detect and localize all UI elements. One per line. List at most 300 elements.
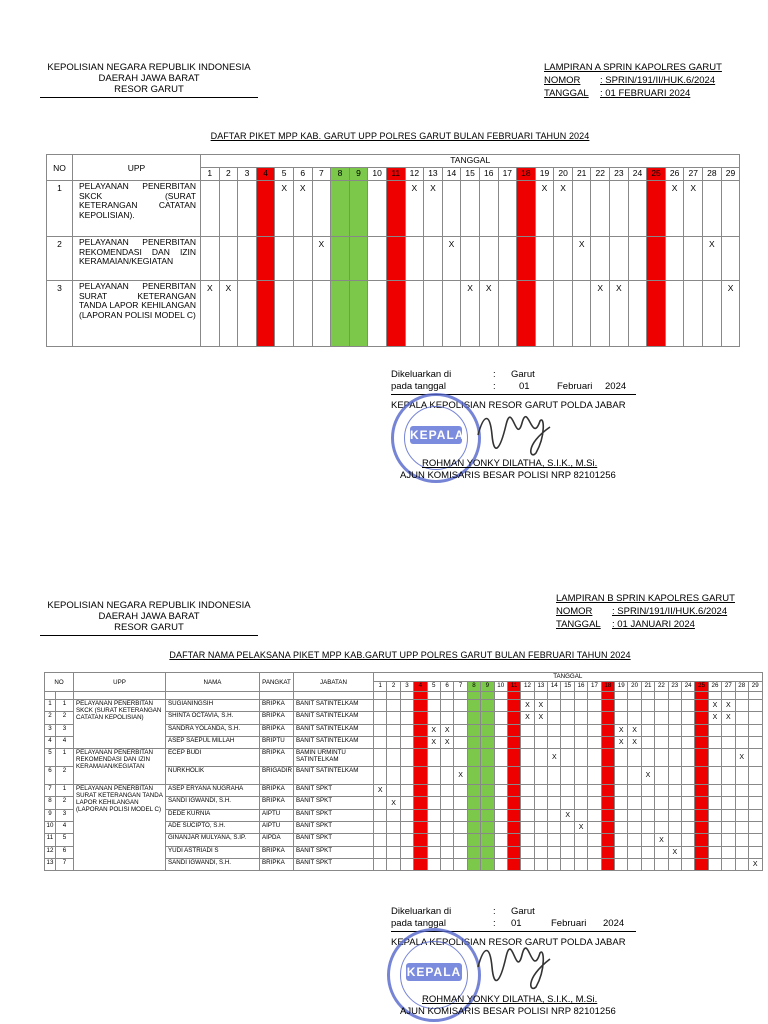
day-cell [615, 797, 628, 809]
day-cell [219, 181, 238, 237]
day-cell [374, 858, 387, 870]
handwritten-signature [470, 935, 560, 995]
day-header: 2 [387, 682, 400, 692]
spacer-cell [45, 692, 56, 700]
header-underline [40, 97, 258, 98]
spacer-cell [481, 692, 494, 700]
day-header: 26 [708, 682, 721, 692]
spacer-cell [294, 692, 374, 700]
day-cell [615, 767, 628, 785]
day-cell: X [293, 181, 312, 237]
day-cell: X [521, 712, 534, 724]
day-cell [628, 785, 641, 797]
day-header: 14 [442, 168, 461, 181]
day-cell: X [572, 237, 591, 281]
col-jabatan-header: JABATAN [294, 673, 374, 692]
day-cell [561, 846, 574, 858]
day-cell [498, 237, 517, 281]
row-no: 13 [45, 858, 56, 870]
row-no: 3 [45, 724, 56, 736]
day-cell [554, 237, 573, 281]
day-cell [641, 724, 654, 736]
day-header: 14 [548, 682, 561, 692]
spacer-cell [668, 692, 681, 700]
day-cell: X [405, 181, 424, 237]
day-cell [498, 281, 517, 347]
day-cell [534, 767, 547, 785]
day-cell [427, 767, 440, 785]
day-cell [442, 281, 461, 347]
header-underline [40, 635, 258, 636]
day-cell [387, 767, 400, 785]
day-cell [721, 237, 740, 281]
day-cell [454, 700, 467, 712]
signer-name: ROHMAN YONKY DILATHA, S.I.K., M.Si. [422, 994, 598, 1005]
day-cell [427, 700, 440, 712]
day-cell [722, 724, 735, 736]
day-cell [507, 749, 520, 767]
day-cell [708, 834, 721, 846]
day-cell [312, 181, 331, 237]
day-cell [668, 736, 681, 748]
day-cell [535, 281, 554, 347]
day-header: 29 [748, 682, 762, 692]
day-cell [668, 858, 681, 870]
day-cell [374, 724, 387, 736]
day-cell [521, 724, 534, 736]
day-cell [628, 822, 641, 834]
day-cell [695, 822, 708, 834]
day-cell [615, 834, 628, 846]
day-cell [681, 809, 694, 821]
spacer-cell [722, 692, 735, 700]
day-cell [494, 858, 507, 870]
day-header: 6 [293, 168, 312, 181]
day-cell [574, 712, 587, 724]
colon: : [493, 918, 496, 929]
day-cell [722, 785, 735, 797]
signer-rank: AJUN KOMISARIS BESAR POLISI NRP 82101256 [400, 1006, 616, 1017]
day-header: 8 [467, 682, 480, 692]
day-cell [400, 736, 413, 748]
day-cell: X [275, 181, 294, 237]
day-cell [454, 736, 467, 748]
day-cell [400, 797, 413, 809]
day-cell [387, 846, 400, 858]
day-cell [681, 749, 694, 767]
tanggal-value: : 01 JANUARI 2024 [612, 619, 695, 630]
day-cell [641, 834, 654, 846]
day-cell [548, 846, 561, 858]
row-no: 8 [45, 797, 56, 809]
day-cell [641, 749, 654, 767]
day-cell [424, 281, 443, 347]
day-cell [414, 834, 427, 846]
day-cell: X [521, 700, 534, 712]
day-cell [574, 736, 587, 748]
org-region: DAERAH JAWA BARAT [98, 611, 200, 622]
day-cell [414, 809, 427, 821]
issued-at-label: Dikeluarkan di [391, 906, 452, 917]
day-cell [400, 767, 413, 785]
day-cell [601, 785, 614, 797]
row-jabatan: BANIT SPKT [294, 797, 374, 809]
day-cell [641, 712, 654, 724]
day-cell [454, 797, 467, 809]
day-cell: X [427, 736, 440, 748]
day-cell [684, 281, 703, 347]
day-cell [708, 785, 721, 797]
row-nama: ADE SUCIPTO, S.H. [166, 822, 260, 834]
day-cell [748, 822, 762, 834]
day-cell [440, 858, 453, 870]
spacer-cell [548, 692, 561, 700]
day-cell: X [548, 749, 561, 767]
day-cell [440, 767, 453, 785]
nomor-label: NOMOR [544, 75, 581, 86]
day-cell [454, 846, 467, 858]
day-cell [387, 834, 400, 846]
spacer-cell [681, 692, 694, 700]
day-cell [735, 785, 748, 797]
row-nama: NURKHOLIK [166, 767, 260, 785]
stamp-label: KEPALA [410, 428, 465, 442]
day-cell [561, 785, 574, 797]
day-cell [748, 809, 762, 821]
day-cell [601, 822, 614, 834]
row-upp: PELAYANAN PENERBITAN SKCK (SURAT KETERANGAN CATATAN KEPOLISIAN) [74, 700, 166, 749]
day-cell [561, 724, 574, 736]
col-tanggal-header: TANGGAL [201, 155, 740, 168]
day-cell [708, 724, 721, 736]
day-cell [414, 797, 427, 809]
day-cell [748, 724, 762, 736]
day-cell [574, 724, 587, 736]
day-cell [440, 785, 453, 797]
day-cell [708, 797, 721, 809]
colon: : [493, 381, 496, 392]
spacer-cell [166, 692, 260, 700]
day-cell [561, 822, 574, 834]
day-cell [748, 846, 762, 858]
spacer-cell [56, 692, 74, 700]
day-cell [534, 724, 547, 736]
org-header-2 [40, 600, 258, 636]
day-cell [427, 749, 440, 767]
day-cell [615, 846, 628, 858]
spacer-cell [74, 692, 166, 700]
day-cell [591, 181, 610, 237]
day-cell [615, 858, 628, 870]
doc2-title: DAFTAR NAMA PELAKSANA PIKET MPP KAB.GARUT UPP POLRES GARUT BULAN FEBRUARI TAHUN 2024 [169, 650, 631, 660]
issued-month: Februari [551, 918, 587, 929]
day-cell [454, 858, 467, 870]
day-cell [467, 785, 480, 797]
issued-date-label: pada tanggal [391, 918, 446, 929]
day-cell [256, 237, 275, 281]
row-jabatan: BANIT SPKT [294, 822, 374, 834]
spacer-cell [507, 692, 520, 700]
day-cell: X [748, 858, 762, 870]
row-sub-no: 7 [56, 858, 74, 870]
day-cell [312, 281, 331, 347]
day-cell [481, 749, 494, 767]
day-cell [467, 834, 480, 846]
day-cell: X [387, 797, 400, 809]
row-no: 1 [45, 700, 56, 712]
day-cell [574, 846, 587, 858]
spacer-cell [695, 692, 708, 700]
day-cell [708, 736, 721, 748]
day-cell [647, 237, 666, 281]
day-cell [615, 785, 628, 797]
day-cell [628, 700, 641, 712]
issued-day: 01 [511, 918, 522, 929]
row-pangkat: BRIPKA [260, 700, 294, 712]
day-header: 9 [349, 168, 368, 181]
day-cell [521, 785, 534, 797]
col-tanggal-header: TANGGAL [374, 673, 763, 682]
day-header: 24 [628, 168, 647, 181]
day-header: 19 [615, 682, 628, 692]
day-cell [374, 749, 387, 767]
day-cell: X [722, 712, 735, 724]
day-cell [548, 834, 561, 846]
day-cell [665, 237, 684, 281]
spacer-cell [748, 692, 762, 700]
day-cell [507, 809, 520, 821]
day-cell [561, 834, 574, 846]
day-header: 10 [368, 168, 387, 181]
day-cell [628, 858, 641, 870]
row-pangkat: BRIPTU [260, 736, 294, 748]
day-cell [655, 846, 668, 858]
day-cell [387, 822, 400, 834]
col-nama-header: NAMA [166, 673, 260, 692]
day-cell [574, 749, 587, 767]
day-cell: X [628, 724, 641, 736]
handwritten-signature [470, 405, 560, 460]
day-cell [507, 834, 520, 846]
pelaksana-table [44, 672, 763, 871]
day-cell [481, 785, 494, 797]
day-cell [400, 858, 413, 870]
row-nama: SHINTA OCTAVIA, S.H. [166, 712, 260, 724]
row-pangkat: AIPDA [260, 834, 294, 846]
day-cell [695, 712, 708, 724]
day-cell [748, 797, 762, 809]
row-sub-no: 2 [56, 712, 74, 724]
spacer-cell [374, 692, 387, 700]
day-cell [628, 797, 641, 809]
day-cell: X [454, 767, 467, 785]
day-cell [494, 767, 507, 785]
day-cell [574, 858, 587, 870]
day-header: 25 [695, 682, 708, 692]
day-cell [574, 700, 587, 712]
day-cell [424, 237, 443, 281]
day-header: 4 [414, 682, 427, 692]
day-header: 18 [517, 168, 536, 181]
day-cell [400, 822, 413, 834]
day-cell: X [534, 700, 547, 712]
day-cell [481, 712, 494, 724]
day-cell [668, 834, 681, 846]
day-cell [494, 785, 507, 797]
row-pangkat: BRIPKA [260, 749, 294, 767]
day-cell [681, 858, 694, 870]
day-cell [414, 700, 427, 712]
row-jabatan: BANIT SATINTELKAM [294, 700, 374, 712]
day-cell [481, 797, 494, 809]
day-cell [494, 749, 507, 767]
day-cell [588, 749, 601, 767]
day-cell [440, 846, 453, 858]
day-cell [440, 749, 453, 767]
day-cell: X [201, 281, 220, 347]
row-pangkat: BRIPKA [260, 858, 294, 870]
row-no: 6 [45, 767, 56, 785]
row-no: 10 [45, 822, 56, 834]
day-cell [521, 749, 534, 767]
spacer-cell [414, 692, 427, 700]
day-cell [201, 237, 220, 281]
day-cell [601, 749, 614, 767]
org-region: DAERAH JAWA BARAT [98, 73, 200, 84]
day-cell [414, 736, 427, 748]
day-cell [454, 749, 467, 767]
day-cell [275, 237, 294, 281]
day-cell: X [703, 237, 722, 281]
table-row [47, 281, 740, 347]
day-cell [374, 809, 387, 821]
day-cell [681, 712, 694, 724]
day-cell [414, 749, 427, 767]
day-cell [601, 834, 614, 846]
day-cell [722, 858, 735, 870]
row-jabatan: BANIT SATINTELKAM [294, 724, 374, 736]
day-cell [454, 724, 467, 736]
spacer-cell [454, 692, 467, 700]
day-cell [374, 834, 387, 846]
row-no: 11 [45, 834, 56, 846]
day-cell [461, 181, 480, 237]
day-header: 15 [561, 682, 574, 692]
issued-place: Garut [511, 369, 535, 380]
day-cell [695, 785, 708, 797]
day-cell [655, 700, 668, 712]
row-no: 2 [47, 237, 73, 281]
day-cell [722, 834, 735, 846]
day-cell [641, 785, 654, 797]
day-cell [548, 736, 561, 748]
day-cell [695, 724, 708, 736]
row-no: 9 [45, 809, 56, 821]
day-cell [735, 797, 748, 809]
day-cell [681, 736, 694, 748]
day-cell [293, 281, 312, 347]
day-cell [414, 858, 427, 870]
table-row [45, 749, 763, 767]
day-cell [440, 797, 453, 809]
day-cell [368, 237, 387, 281]
day-cell [238, 281, 257, 347]
day-cell [722, 749, 735, 767]
day-cell [615, 822, 628, 834]
row-no: 4 [45, 736, 56, 748]
day-cell [601, 712, 614, 724]
day-cell [349, 281, 368, 347]
day-cell [647, 181, 666, 237]
day-cell [387, 724, 400, 736]
day-cell [368, 181, 387, 237]
day-cell [414, 712, 427, 724]
day-header: 16 [479, 168, 498, 181]
day-cell [405, 237, 424, 281]
day-cell [561, 797, 574, 809]
day-cell: X [655, 834, 668, 846]
day-cell [561, 858, 574, 870]
day-cell: X [374, 785, 387, 797]
lampiran-a-title: LAMPIRAN A SPRIN KAPOLRES GARUT [544, 62, 722, 73]
row-upp: PELAYANAN PENERBITAN SURAT KETERANGAN TANDA LAPOR KEHILANGAN (LAPORAN POLISI MODEL C) [73, 281, 201, 347]
day-cell [588, 785, 601, 797]
row-sub-no: 4 [56, 822, 74, 834]
day-header: 27 [684, 168, 703, 181]
org-name: KEPOLISIAN NEGARA REPUBLIK INDONESIA [47, 62, 251, 73]
day-cell [748, 834, 762, 846]
day-cell [601, 797, 614, 809]
day-cell [628, 181, 647, 237]
day-cell [440, 809, 453, 821]
day-cell [414, 785, 427, 797]
row-jabatan: BANIT SATINTELKAM [294, 767, 374, 785]
org-resor: RESOR GARUT [114, 622, 184, 633]
day-cell [574, 797, 587, 809]
row-pangkat: BRIPKA [260, 724, 294, 736]
day-cell [534, 749, 547, 767]
day-cell [467, 858, 480, 870]
spacer-cell [574, 692, 587, 700]
day-cell [668, 822, 681, 834]
day-cell [681, 724, 694, 736]
nomor-label: NOMOR [556, 606, 593, 617]
day-cell [454, 834, 467, 846]
day-cell [681, 846, 694, 858]
day-cell [588, 822, 601, 834]
org-name: KEPOLISIAN NEGARA REPUBLIK INDONESIA [47, 600, 251, 611]
day-cell [695, 809, 708, 821]
row-nama: YUDI ASTRIADI S [166, 846, 260, 858]
day-cell [440, 700, 453, 712]
day-cell [668, 767, 681, 785]
day-cell [368, 281, 387, 347]
day-cell [655, 822, 668, 834]
day-cell [467, 797, 480, 809]
day-header: 23 [668, 682, 681, 692]
row-no: 5 [45, 749, 56, 767]
day-cell: X [479, 281, 498, 347]
day-cell [494, 712, 507, 724]
day-cell [387, 749, 400, 767]
day-cell [641, 822, 654, 834]
day-cell: X [615, 724, 628, 736]
day-cell [561, 712, 574, 724]
day-cell [665, 281, 684, 347]
day-cell [405, 281, 424, 347]
day-header: 22 [591, 168, 610, 181]
day-cell: X [424, 181, 443, 237]
